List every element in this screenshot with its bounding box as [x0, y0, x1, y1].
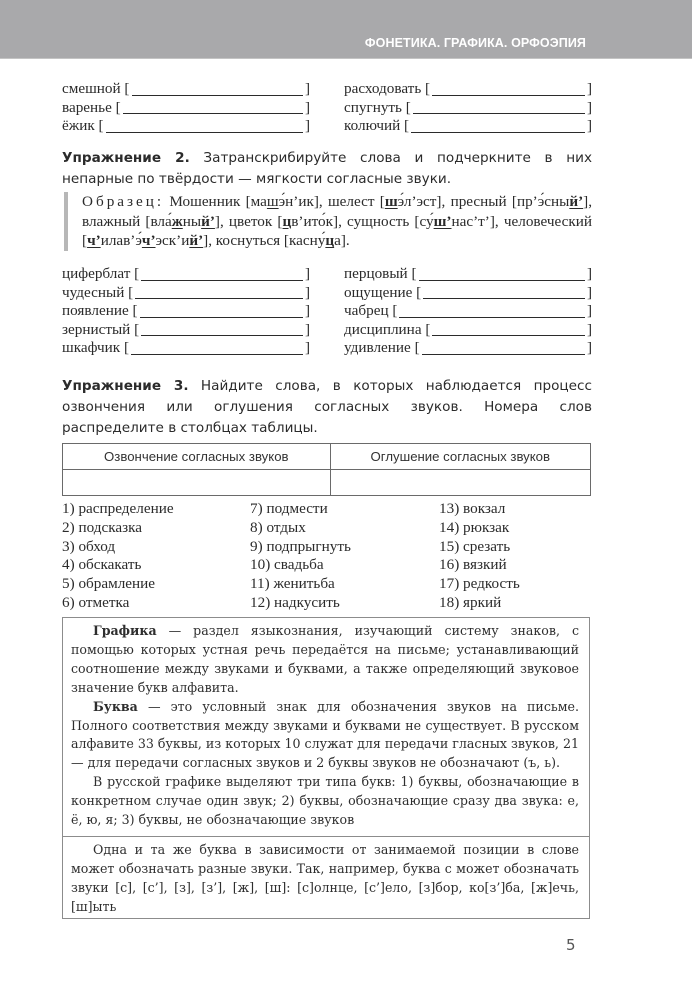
transcription-blank[interactable] — [423, 285, 585, 299]
transcription-blank[interactable] — [411, 119, 585, 133]
transcription-blank[interactable] — [123, 100, 303, 114]
distribution-table — [62, 443, 591, 496]
transcription-row — [62, 302, 592, 321]
theory-paragraph — [71, 698, 579, 774]
header-devoicing: Оглушение согласных звуков — [330, 444, 590, 470]
word-label: перцовый [ — [344, 265, 417, 282]
numbered-word: 7) подмести — [250, 500, 328, 517]
transcription-row — [62, 117, 592, 136]
numbered-word: 6) отметка — [62, 593, 130, 611]
word-column-1 — [62, 500, 174, 613]
transcription-row — [62, 284, 592, 303]
closing-bracket: ] — [304, 339, 310, 357]
numbered-word: 4) обскакать — [62, 556, 142, 574]
term-graphics: Графика — [93, 623, 157, 638]
transcription-blank[interactable] — [141, 322, 303, 336]
transcription-blank[interactable] — [399, 304, 585, 318]
transcription-item — [62, 284, 310, 303]
transcription-item — [344, 99, 592, 118]
numbered-word: 15) срезать — [439, 537, 511, 555]
transcription-blank[interactable] — [432, 322, 585, 336]
sample-label: Образец: — [82, 193, 165, 210]
transcription-row — [62, 321, 592, 340]
exercise2-label: Упражнение 2. — [62, 150, 190, 166]
transcription-blank[interactable] — [106, 119, 303, 133]
word-label: зернистый [ — [62, 320, 140, 338]
word-label: удивление [ — [344, 339, 420, 357]
transcription-blank[interactable] — [131, 341, 303, 355]
word-column-2 — [250, 500, 351, 613]
exercise2-sample — [64, 192, 592, 251]
exercise3-text: Найдите слова, в которых наблюдается процесс озвончения или оглушения согласных звуков. Номера слов распределите в столбцах таблицы. — [62, 378, 592, 436]
word-label: колючий [ — [344, 117, 410, 135]
closing-bracket: ] — [586, 320, 592, 338]
transcription-item — [62, 321, 310, 340]
numbered-word: 1) распределение — [62, 500, 174, 517]
transcription-blank[interactable] — [141, 267, 303, 281]
closing-bracket: ] — [586, 339, 592, 357]
theory-paragraph: Одна и та же буква в зависимости от занимаемой позиции в слове может обозначать разные звуки. Так, например, буква с может обозначать звуки [с], [с’], [з], [з’], [ж], [ш]: [с]олнце, [с’]ело, [з]бор, ко[з’]ба, [ж]ечь, [ш]ыть — [71, 842, 579, 914]
sample-text: Мошенник [машэ́н’ик], шелест [шэ́л’эст], пресный [пр’э́сный’], влажный [вла́жный’], цветок [цв’ито́к], сущность [су́ш’нас’т’], человеческий [ч’илав’э́ч’эск’ий’], коснуться [касну́ца]. — [82, 193, 592, 250]
page-header — [0, 0, 692, 59]
closing-bracket: ] — [586, 80, 592, 97]
closing-bracket: ] — [304, 302, 310, 320]
theory-paragraph: В русской графике выделяют три типа букв: 1) буквы, обозначающие в конкретном случае один звук; 2) буквы, обозначающие сразу два звука: е, ё, ю, я; 3) буквы, не обозначающие звуков — [71, 774, 579, 828]
word-label: чудесный [ — [62, 283, 134, 301]
numbered-word: 3) обход — [62, 537, 116, 555]
numbered-word: 16) вязкий — [439, 556, 507, 574]
numbered-word: 14) рюкзак — [439, 518, 510, 536]
numbered-word: 8) отдых — [250, 518, 306, 536]
term-letter: Буква — [93, 698, 138, 714]
word-column-3 — [439, 500, 520, 613]
word-label: смешной [ — [62, 80, 130, 97]
transcription-item — [344, 80, 592, 99]
numbered-word: 10) свадьба — [250, 556, 324, 574]
transcription-row — [62, 99, 592, 118]
page-number: 5 — [566, 936, 576, 954]
closing-bracket: ] — [304, 117, 310, 135]
header-voicing: Озвончение согласных звуков — [63, 444, 331, 470]
transcription-item — [344, 302, 592, 321]
transcription-blank[interactable] — [140, 304, 303, 318]
closing-bracket: ] — [586, 265, 592, 282]
transcription-item — [62, 302, 310, 321]
transcription-blank[interactable] — [419, 267, 585, 281]
numbered-word: 13) вокзал — [439, 500, 506, 517]
closing-bracket: ] — [304, 98, 310, 116]
closing-bracket: ] — [304, 80, 310, 97]
transcription-blank[interactable] — [135, 285, 303, 299]
word-label: ёжик [ — [62, 117, 104, 135]
theory-paragraph — [71, 622, 579, 698]
transcription-item — [62, 339, 310, 358]
numbered-word: 12) надкусить — [250, 593, 340, 611]
transcription-blank[interactable] — [432, 82, 585, 96]
exercise3-title — [62, 376, 592, 439]
definition-graphics: — раздел языкознания, изучающий систему знаков, с помощью которых устная речь передаётся на письме; устанавливающий соотношение между звуками и буквами, а также определяющий звуковое значение букв алфавита. — [71, 623, 579, 695]
numbered-word: 17) редкость — [439, 575, 520, 593]
transcription-row — [62, 80, 592, 99]
transcription-item — [344, 117, 592, 136]
word-label: спугнуть [ — [344, 98, 411, 116]
answer-cell-voicing[interactable] — [63, 470, 331, 496]
transcription-item — [62, 117, 310, 136]
word-label: дисциплина [ — [344, 320, 431, 338]
numbered-word: 2) подсказка — [62, 518, 142, 536]
closing-bracket: ] — [304, 265, 310, 282]
word-label: чабрец [ — [344, 302, 398, 320]
theory-box-graphics — [62, 617, 590, 837]
numbered-word: 18) яркий — [439, 593, 502, 611]
word-label: появление [ — [62, 302, 138, 320]
word-label: ощущение [ — [344, 283, 422, 301]
word-label: шкафчик [ — [62, 339, 130, 357]
transcription-blank[interactable] — [422, 341, 585, 355]
answer-cell-devoicing[interactable] — [330, 470, 590, 496]
closing-bracket: ] — [586, 302, 592, 320]
transcription-blank[interactable] — [413, 100, 585, 114]
section-title: ФОНЕТИКА. ГРАФИКА. ОРФОЭПИЯ — [364, 36, 586, 50]
transcription-item — [344, 265, 592, 284]
transcription-row — [62, 339, 592, 358]
closing-bracket: ] — [586, 283, 592, 301]
transcription-blank[interactable] — [132, 82, 303, 96]
exercise3-label: Упражнение 3. — [62, 378, 189, 394]
numbered-word: 5) обрамление — [62, 575, 156, 593]
transcription-item — [344, 339, 592, 358]
numbered-word: 11) женитьба — [250, 575, 335, 593]
theory-box-positions — [62, 836, 590, 919]
table-header-row — [63, 444, 591, 470]
word-label: варенье [ — [62, 98, 121, 116]
transcription-item — [62, 265, 310, 284]
transcription-item — [344, 321, 592, 340]
definition-letter: — это условный знак для обозначения звуков на письме. Полного соответствия между звуками и буквами не существует. В русском алфавите 33 буквы, из которых 10 служат для передачи гласных звуков, 21 — для передачи согласных звуков и 2 буквы звуков не обозначают (ъ, ь). — [71, 698, 579, 771]
exercise2-text: Затранскрибируйте слова и подчеркните в них непарные по твёрдости — мягкости согласные звуки. — [62, 150, 592, 187]
numbered-word: 9) подпрыгнуть — [250, 537, 351, 555]
table-answer-row — [63, 470, 591, 496]
transcription-row — [62, 265, 592, 284]
closing-bracket: ] — [304, 283, 310, 301]
closing-bracket: ] — [586, 98, 592, 116]
exercise2-title — [62, 148, 592, 190]
word-label: циферблат [ — [62, 265, 140, 282]
transcription-item — [344, 284, 592, 303]
transcription-item — [62, 99, 310, 118]
transcription-item — [62, 80, 310, 99]
closing-bracket: ] — [586, 117, 592, 135]
word-label: расходовать [ — [344, 80, 431, 97]
closing-bracket: ] — [304, 320, 310, 338]
exercise2-grid — [62, 265, 592, 358]
exercise1-grid — [62, 80, 592, 136]
